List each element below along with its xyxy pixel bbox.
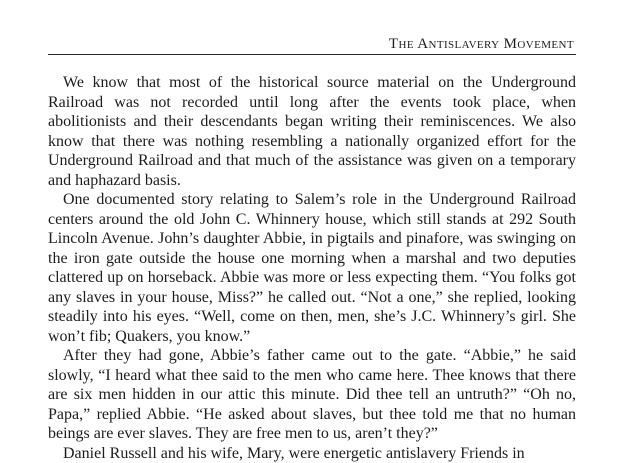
paragraph-abbie-father: After they had gone, Abbie’s father came out to the gate. “Abbie,” he said slowly, “I heard what thee said to the men who came here. Thee knows that there are six men hidden in our attic this minute. Did thee tell an untruth?” “Oh no, Papa,” replied Abbie. “He asked about slaves, but thee told me that no human beings are ever slaves. They are free men to us, aren’t they?”: [48, 346, 576, 444]
paragraph-whinnery-house: One documented story relating to Salem’s role in the Underground Railroad centers around the old John C. Whinnery house, which still stands at 292 South Lincoln Avenue. John’s daughter Abbie, in pigtails and pinafore, was swinging on the iron gate outside the house one morning when a marshal and two deputies clattered up on horseback. Abbie was more or less expecting them. “You folks got any slaves in your house, Miss?” he called out. “Not a one,” she replied, looking steadily into his eyes. “Well, come on then, men, she’s J.C. Whinnery’s girl. She won’t fib; Quakers, you know.”: [48, 190, 576, 346]
body-text: [48, 73, 576, 463]
paragraph-sources: We know that most of the historical source material on the Underground Railroad was not recorded until long after the events took place, when abolitionists and their descendants began writing their reminiscences. We also know that there was nothing resembling a nationally organized effort for the Underground Railroad and that much of the assistance was given on a temporary and haphazard basis.: [48, 73, 576, 190]
running-header-title: The Antislavery Movement: [389, 36, 574, 53]
running-header: [48, 35, 576, 55]
paragraph-russell: Daniel Russell and his wife, Mary, were energetic antislavery Friends in: [48, 444, 576, 463]
